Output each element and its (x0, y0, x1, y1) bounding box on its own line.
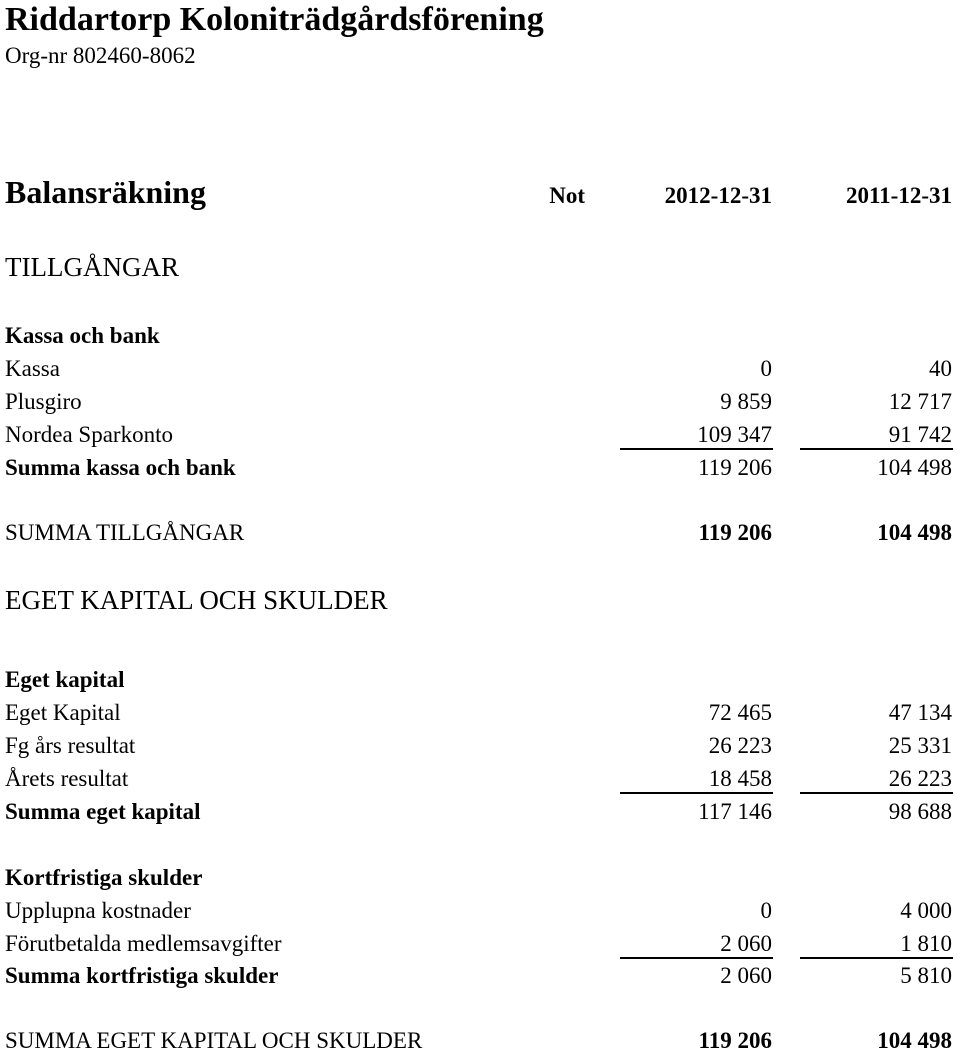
column-header-previous-year: 2011-12-31 (845, 183, 952, 208)
row-value-upplupna-kostnader-previous: 4 000 (900, 898, 952, 923)
row-value-eget-kapital-current: 72 465 (708, 700, 772, 725)
sum-equity-current: 117 146 (698, 799, 772, 824)
sum-rule-previous (800, 448, 953, 450)
sum-rule-previous (800, 957, 953, 959)
sum-cash-bank-current: 119 206 (698, 455, 772, 480)
row-value-fg-ars-resultat-current: 26 223 (708, 733, 772, 758)
column-header-current-year: 2012-12-31 (664, 183, 772, 208)
row-label-arets-resultat: Årets resultat (5, 766, 129, 791)
cash-bank-heading: Kassa och bank (5, 323, 160, 348)
row-value-plusgiro-previous: 12 717 (888, 389, 952, 414)
sum-cash-bank-label: Summa kassa och bank (5, 455, 236, 480)
sum-rule-current (620, 792, 773, 794)
row-value-forutbetalda-medlemsavgifter-previous: 1 810 (900, 931, 952, 956)
organization-number: Org-nr 802460-8062 (5, 43, 196, 68)
row-value-arets-resultat-current: 18 458 (708, 766, 772, 791)
total-equity-liabilities-label: SUMMA EGET KAPITAL OCH SKULDER (5, 1028, 423, 1053)
row-value-sparkonto-previous: 91 742 (888, 422, 952, 447)
sum-equity-previous: 98 688 (888, 799, 952, 824)
total-equity-liabilities-current: 119 206 (698, 1028, 772, 1053)
statement-title: Balansräkning (5, 174, 206, 210)
row-label-forutbetalda-medlemsavgifter: Förutbetalda medlemsavgifter (5, 931, 282, 956)
row-value-kassa-current: 0 (760, 356, 772, 381)
assets-heading: TILLGÅNGAR (5, 252, 179, 282)
equity-liabilities-heading: EGET KAPITAL OCH SKULDER (5, 585, 388, 615)
sum-short-term-liabilities-label: Summa kortfristiga skulder (5, 963, 279, 988)
sum-rule-previous (800, 792, 953, 794)
equity-heading: Eget kapital (5, 667, 125, 692)
row-label-sparkonto: Nordea Sparkonto (5, 422, 173, 447)
sum-short-term-liabilities-previous: 5 810 (900, 963, 952, 988)
total-assets-label: SUMMA TILLGÅNGAR (5, 520, 245, 545)
row-label-eget-kapital: Eget Kapital (5, 700, 121, 725)
row-value-arets-resultat-previous: 26 223 (888, 766, 952, 791)
total-assets-previous: 104 498 (877, 520, 952, 545)
organization-name: Riddartorp Koloniträdgårdsförening (5, 1, 544, 38)
short-term-liabilities-heading: Kortfristiga skulder (5, 865, 203, 890)
row-label-fg-ars-resultat: Fg års resultat (5, 733, 136, 758)
row-value-forutbetalda-medlemsavgifter-current: 2 060 (720, 931, 772, 956)
row-value-eget-kapital-previous: 47 134 (888, 700, 952, 725)
column-header-note: Not (549, 183, 585, 208)
sum-short-term-liabilities-current: 2 060 (720, 963, 772, 988)
total-assets-current: 119 206 (698, 520, 772, 545)
sum-equity-label: Summa eget kapital (5, 799, 201, 824)
sum-rule-current (620, 448, 773, 450)
row-value-sparkonto-current: 109 347 (697, 422, 772, 447)
total-equity-liabilities-previous: 104 498 (877, 1028, 952, 1053)
row-value-upplupna-kostnader-current: 0 (760, 898, 772, 923)
row-value-plusgiro-current: 9 859 (720, 389, 772, 414)
row-value-kassa-previous: 40 (929, 356, 952, 381)
sum-cash-bank-previous: 104 498 (877, 455, 952, 480)
row-label-kassa: Kassa (5, 356, 60, 381)
sum-rule-current (620, 957, 773, 959)
row-label-upplupna-kostnader: Upplupna kostnader (5, 898, 191, 923)
row-label-plusgiro: Plusgiro (5, 389, 82, 414)
row-value-fg-ars-resultat-previous: 25 331 (888, 733, 952, 758)
